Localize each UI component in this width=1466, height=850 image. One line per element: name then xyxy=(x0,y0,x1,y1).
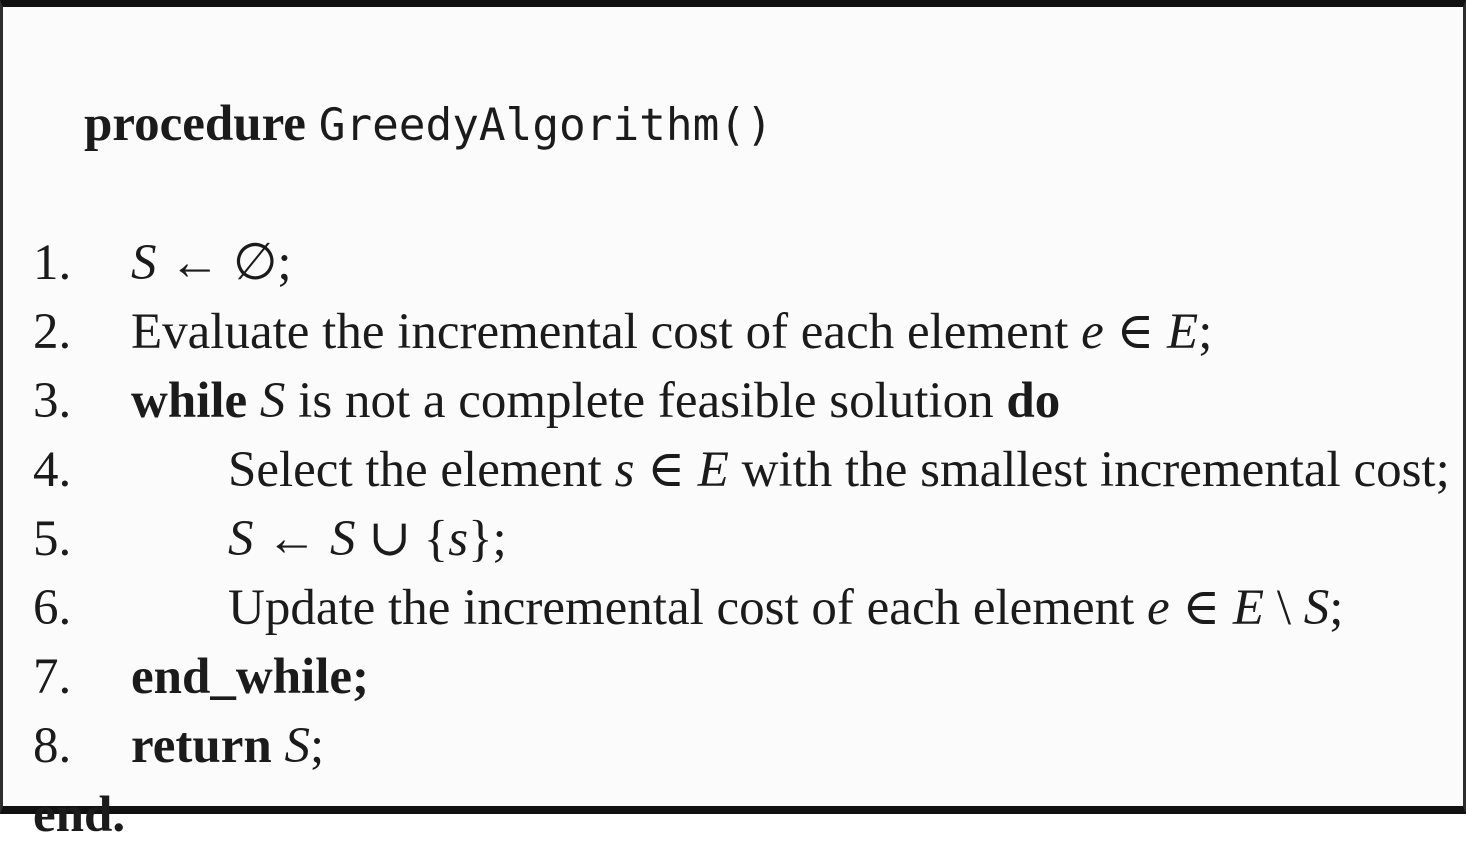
line-segment: Evaluate the incremental cost of each element xyxy=(131,304,1082,360)
algorithm-lines xyxy=(33,229,1459,781)
line-content xyxy=(131,229,292,298)
line-content xyxy=(131,712,324,781)
line-segment: E xyxy=(697,442,729,498)
algorithm-line xyxy=(33,436,1459,505)
procedure-name: GreedyAlgorithm() xyxy=(318,100,773,151)
line-number: 6. xyxy=(33,580,72,636)
line-segment: S xyxy=(330,511,356,567)
line-segment: while xyxy=(131,373,248,429)
line-segment xyxy=(247,373,260,429)
line-number: 1. xyxy=(33,235,72,291)
line-content xyxy=(228,574,1343,643)
line-segment: Select the element xyxy=(228,442,615,498)
line-segment: with the smallest incremental cost; xyxy=(728,442,1450,498)
line-number: 5. xyxy=(33,511,72,567)
line-segment: S xyxy=(259,373,286,429)
line-segment xyxy=(272,718,285,774)
line-segment: \ xyxy=(1264,580,1304,636)
line-content xyxy=(131,298,1212,367)
algorithm-line xyxy=(33,712,1459,781)
algorithm-line xyxy=(33,229,1459,298)
line-segment: end_while; xyxy=(131,649,370,705)
line-segment: S xyxy=(131,235,157,291)
line-segment: ← ∅; xyxy=(156,235,292,291)
line-segment: E xyxy=(1167,304,1199,360)
line-segment: ∈ xyxy=(1169,580,1233,636)
line-number: 4. xyxy=(33,442,72,498)
algorithm-line xyxy=(33,367,1459,436)
line-segment: ∈ xyxy=(634,442,698,498)
line-segment: S xyxy=(228,511,254,567)
line-segment: do xyxy=(1006,373,1061,429)
procedure-separator xyxy=(306,96,319,152)
line-segment: ← xyxy=(253,511,330,567)
line-content xyxy=(131,643,369,712)
line-segment: is not a complete feasible solution xyxy=(285,373,1007,429)
line-segment: e xyxy=(1081,304,1104,360)
line-number: 3. xyxy=(33,373,72,429)
line-segment: s xyxy=(448,511,469,567)
line-content xyxy=(228,436,1450,505)
line-content xyxy=(228,505,507,574)
algorithm-line xyxy=(33,298,1459,367)
algorithm-line xyxy=(33,505,1459,574)
line-segment: ; xyxy=(1198,304,1213,360)
line-number: 2. xyxy=(33,304,72,360)
procedure-header xyxy=(33,21,1459,229)
algorithm-line xyxy=(33,574,1459,643)
line-content xyxy=(131,367,1060,436)
line-segment: Update the incremental cost of each element xyxy=(228,580,1147,636)
algorithm-end: end. xyxy=(33,787,126,843)
line-segment: S xyxy=(1303,580,1330,636)
line-segment: e xyxy=(1147,580,1170,636)
line-segment: }; xyxy=(468,511,507,567)
line-segment: E xyxy=(1232,580,1265,636)
line-segment: S xyxy=(284,718,310,774)
line-segment: ∈ xyxy=(1103,304,1168,360)
line-segment: ; xyxy=(309,718,325,774)
line-segment: ; xyxy=(1329,580,1344,636)
line-number: 7. xyxy=(33,649,72,705)
line-segment: ∪ { xyxy=(355,511,449,567)
line-segment: s xyxy=(614,442,635,498)
procedure-keyword: procedure xyxy=(84,96,306,152)
line-number: 8. xyxy=(33,718,72,774)
line-segment: return xyxy=(131,718,272,774)
algorithm-line xyxy=(33,643,1459,712)
